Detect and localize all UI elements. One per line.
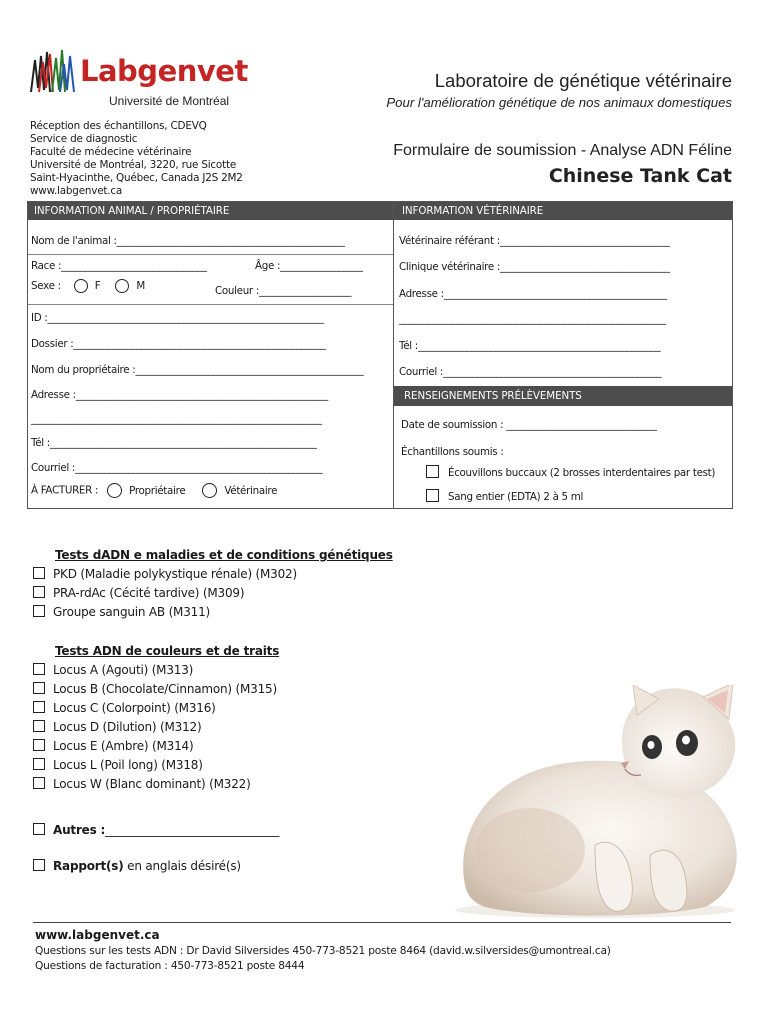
report-label-rest: en anglais désiré(s) [123,859,241,873]
checkbox[interactable] [33,758,45,770]
test-label: Locus A (Agouti) (M313) [53,663,194,677]
english-report [33,859,241,877]
test-locus-l [33,758,203,776]
billing-vet-radio[interactable] [202,483,217,498]
checkbox[interactable] [33,586,45,598]
footer-website-link[interactable]: www.labgenvet.ca [35,928,160,942]
sex-m-radio[interactable] [115,279,129,293]
submission-date-field[interactable]: Date de soumission : _______________________________ [401,419,657,431]
report-label: Rapport(s) [53,859,124,873]
checkbox[interactable] [33,859,45,871]
test-locus-c [33,701,216,719]
address-line: Université de Montréal, 3220, rue Sicotte [30,159,237,171]
file-number-field[interactable]: Dossier :____________________________________________________ [31,338,326,350]
breed-title: Chinese Tank Cat [548,165,732,187]
clinic-field[interactable]: Clinique vétérinaire :___________________________________ [399,261,670,273]
footer-billing-questions: Questions de facturation : 450-773-8521 poste 8444 [35,960,305,972]
other-tests-field[interactable]: ______________________________ [105,823,280,837]
color-field[interactable]: Couleur :___________________ [215,285,352,297]
test-label: Locus L (Poil long) (M318) [53,758,203,772]
other-tests-label: Autres : [53,823,106,837]
logo-subtitle: Université de Montréal [109,94,230,108]
billing-owner-label: Propriétaire [129,484,186,497]
owner-email-field[interactable]: Courriel :___________________________________________________ [31,462,323,474]
test-label: Locus D (Dilution) (M312) [53,720,202,734]
logo [30,48,250,110]
billing-row [31,483,277,503]
owner-name-field[interactable]: Nom du propriétaire :_______________________________________________ [31,364,364,376]
sample-option-buccal [426,465,715,479]
owner-address-field[interactable]: Adresse :____________________________________________________ [31,389,328,401]
age-field[interactable]: Âge :_________________ [255,260,363,272]
billing-owner-radio[interactable] [107,483,122,498]
color-tests-heading: Tests ADN de couleurs et de traits [55,644,280,658]
test-locus-e [33,739,193,757]
checkbox[interactable] [33,567,45,579]
dna-chromatogram-icon [30,48,80,94]
cat-photo [445,685,745,920]
whole-blood-checkbox[interactable] [426,489,439,502]
owner-address-field-2[interactable]: ____________________________________________________________ [31,413,322,425]
footer-divider [33,922,731,923]
test-label: Locus B (Chocolate/Cinnamon) (M315) [53,682,277,696]
vet-email-field[interactable]: Courriel :_____________________________________________ [399,366,662,378]
sex-f-label: F [94,280,101,292]
samples-submitted-label: Échantillons soumis : [401,446,504,458]
billing-label: À FACTURER : [31,484,99,497]
breed-field[interactable]: Race :______________________________ [31,260,207,272]
test-locus-d [33,720,201,738]
vet-address-field-2[interactable]: _______________________________________________________ [399,313,666,325]
checkbox[interactable] [33,720,45,732]
footer-dna-questions: Questions sur les tests ADN : Dr David Silversides 450-773-8521 poste 8464 (david.w.silversides@umontreal.ca) [35,945,611,957]
vet-phone-field[interactable]: Tél :__________________________________________________ [399,340,661,352]
test-pra [33,586,244,604]
animal-owner-section-header: INFORMATION ANIMAL / PROPRIÉTAIRE [28,202,393,220]
address-line: Service de diagnostic [30,133,138,145]
divider [28,254,393,255]
whole-blood-label: Sang entier (EDTA) 2 à 5 ml [447,491,584,503]
address-line: Saint-Hyacinthe, Québec, Canada J2S 2M2 [30,172,243,184]
address-line: Réception des échantillons, CDEVQ [30,120,207,132]
test-locus-a [33,663,193,681]
test-label: Groupe sanguin AB (M311) [53,605,210,619]
lab-subtitle: Pour l'amélioration génétique de nos animaux domestiques [386,95,732,110]
referring-vet-field[interactable]: Vétérinaire référant :___________________________________ [399,235,670,247]
samples-section-header: RENSEIGNEMENTS PRÉLÈVEMENTS [394,386,732,406]
other-tests [33,823,279,841]
test-blood-group [33,605,210,623]
buccal-swab-checkbox[interactable] [426,465,439,478]
sex-label: Sexe : [31,280,61,292]
disease-tests-heading: Tests dADN e maladies et de conditions génétiques [55,548,393,562]
divider [28,304,393,305]
test-label: PKD (Maladie polykystique rénale) (M302) [53,567,297,581]
test-label: Locus C (Colorpoint) (M316) [53,701,216,715]
checkbox[interactable] [33,682,45,694]
lab-address [30,120,243,198]
lab-title: Laboratoire de génétique vétérinaire [434,70,732,91]
address-line: Faculté de médecine vétérinaire [30,146,192,158]
checkbox[interactable] [33,739,45,751]
column-divider [393,201,394,509]
vet-section-header: INFORMATION VÉTÉRINAIRE [394,202,732,220]
logo-wordmark: Labgenvet [80,54,248,88]
test-label: PRA-rdAc (Cécité tardive) (M309) [53,586,245,600]
sex-row [31,279,145,299]
checkbox[interactable] [33,823,45,835]
vet-address-field[interactable]: Adresse :______________________________________________ [399,288,667,300]
checkbox[interactable] [33,701,45,713]
sex-f-radio[interactable] [74,279,88,293]
test-pkd [33,567,297,585]
owner-phone-field[interactable]: Tél :_______________________________________________________ [31,437,317,449]
address-website: www.labgenvet.ca [30,185,123,197]
sample-option-blood [426,489,583,503]
sex-m-label: M [136,280,145,292]
animal-name-field[interactable]: Nom de l'animal :_______________________________________________ [31,235,345,247]
id-field[interactable]: ID :_________________________________________________________ [31,312,324,324]
test-label: Locus W (Blanc dominant) (M322) [53,777,251,791]
test-locus-b [33,682,277,700]
checkbox[interactable] [33,605,45,617]
test-locus-w [33,777,251,795]
billing-vet-label: Vétérinaire [224,484,278,497]
test-label: Locus E (Ambre) (M314) [53,739,194,753]
buccal-swab-label: Écouvillons buccaux (2 brosses interdentaires par test) [447,467,716,479]
form-title: Formulaire de soumission - Analyse ADN Féline [393,142,732,159]
checkbox[interactable] [33,777,45,789]
checkbox[interactable] [33,663,45,675]
